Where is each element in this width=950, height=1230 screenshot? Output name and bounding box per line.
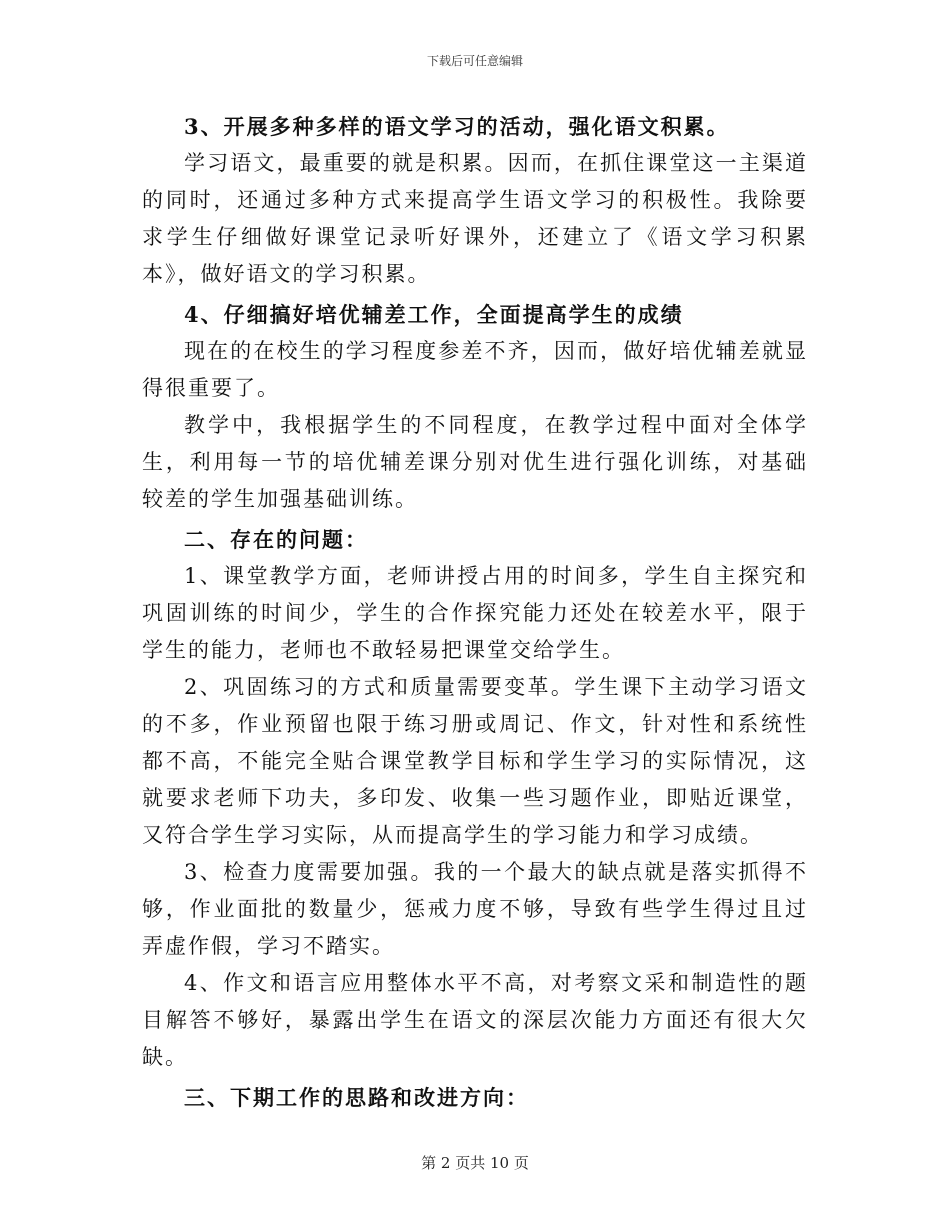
page-footer: 第 2 页共 10 页: [421, 1154, 529, 1172]
section-heading-activities: 3、开展多种多样的语文学习的活动，强化语文积累。: [184, 114, 730, 139]
page-header: 下载后可任意编辑: [426, 54, 523, 68]
paragraph-teaching-method: 教学中，我根据学生的不同程度，在教学过程中面对全体学生，利用每一节的培优辅差课分别对优生进行强化训练，对基础较差的学生加强基础训练。: [142, 413, 808, 511]
paragraph-accumulation: 学习语文，最重要的就是积累。因而，在抓住课堂这一主渠道的同时，还通过多种方式来提高学生语文学习的积极性。我除要求学生仔细做好课堂记录听好课外，还建立了《语文学习积累本》，做好语文的学习积累。: [142, 151, 808, 286]
section-heading-tutoring: 4、仔细搞好培优辅差工作，全面提高学生的成绩: [184, 302, 684, 327]
paragraph-student-levels: 现在的在校生的学习程度参差不齐，因而，做好培优辅差就显得很重要了。: [142, 339, 808, 400]
paragraph-problem-2: 2、巩固练习的方式和质量需要变革。学生课下主动学习语文的不多，作业预留也限于练习册或周记、作文，针对性和系统性都不高，不能完全贴合课堂教学目标和学生学习的实际情况，这就要求老师下功夫，多印发、收集一些习题作业，即贴近课堂，又符合学生学习实际，从而提高学生的学习能力和学习成绩。: [142, 675, 808, 847]
paragraph-problem-3: 3、检查力度需要加强。我的一个最大的缺点就是落实抓得不够，作业面批的数量少，惩戒力度不够，导致有些学生得过且过弄虚作假，学习不踏实。: [142, 860, 808, 958]
section-heading-next-term: 三、下期工作的思路和改进方向：: [184, 1085, 529, 1110]
section-heading-problems: 二、存在的问题：: [184, 527, 368, 552]
paragraph-problem-1: 1、课堂教学方面，老师讲授占用的时间多，学生自主探究和巩固训练的时间少，学生的合作探究能力还处在较差水平，限于学生的能力，老师也不敢轻易把课堂交给学生。: [142, 564, 808, 662]
document-body: [142, 108, 808, 1116]
paragraph-problem-4: 4、作文和语言应用整体水平不高，对考察文采和制造性的题目解答不够好，暴露出学生在语文的深层次能力方面还有很大欠缺。: [142, 971, 808, 1069]
